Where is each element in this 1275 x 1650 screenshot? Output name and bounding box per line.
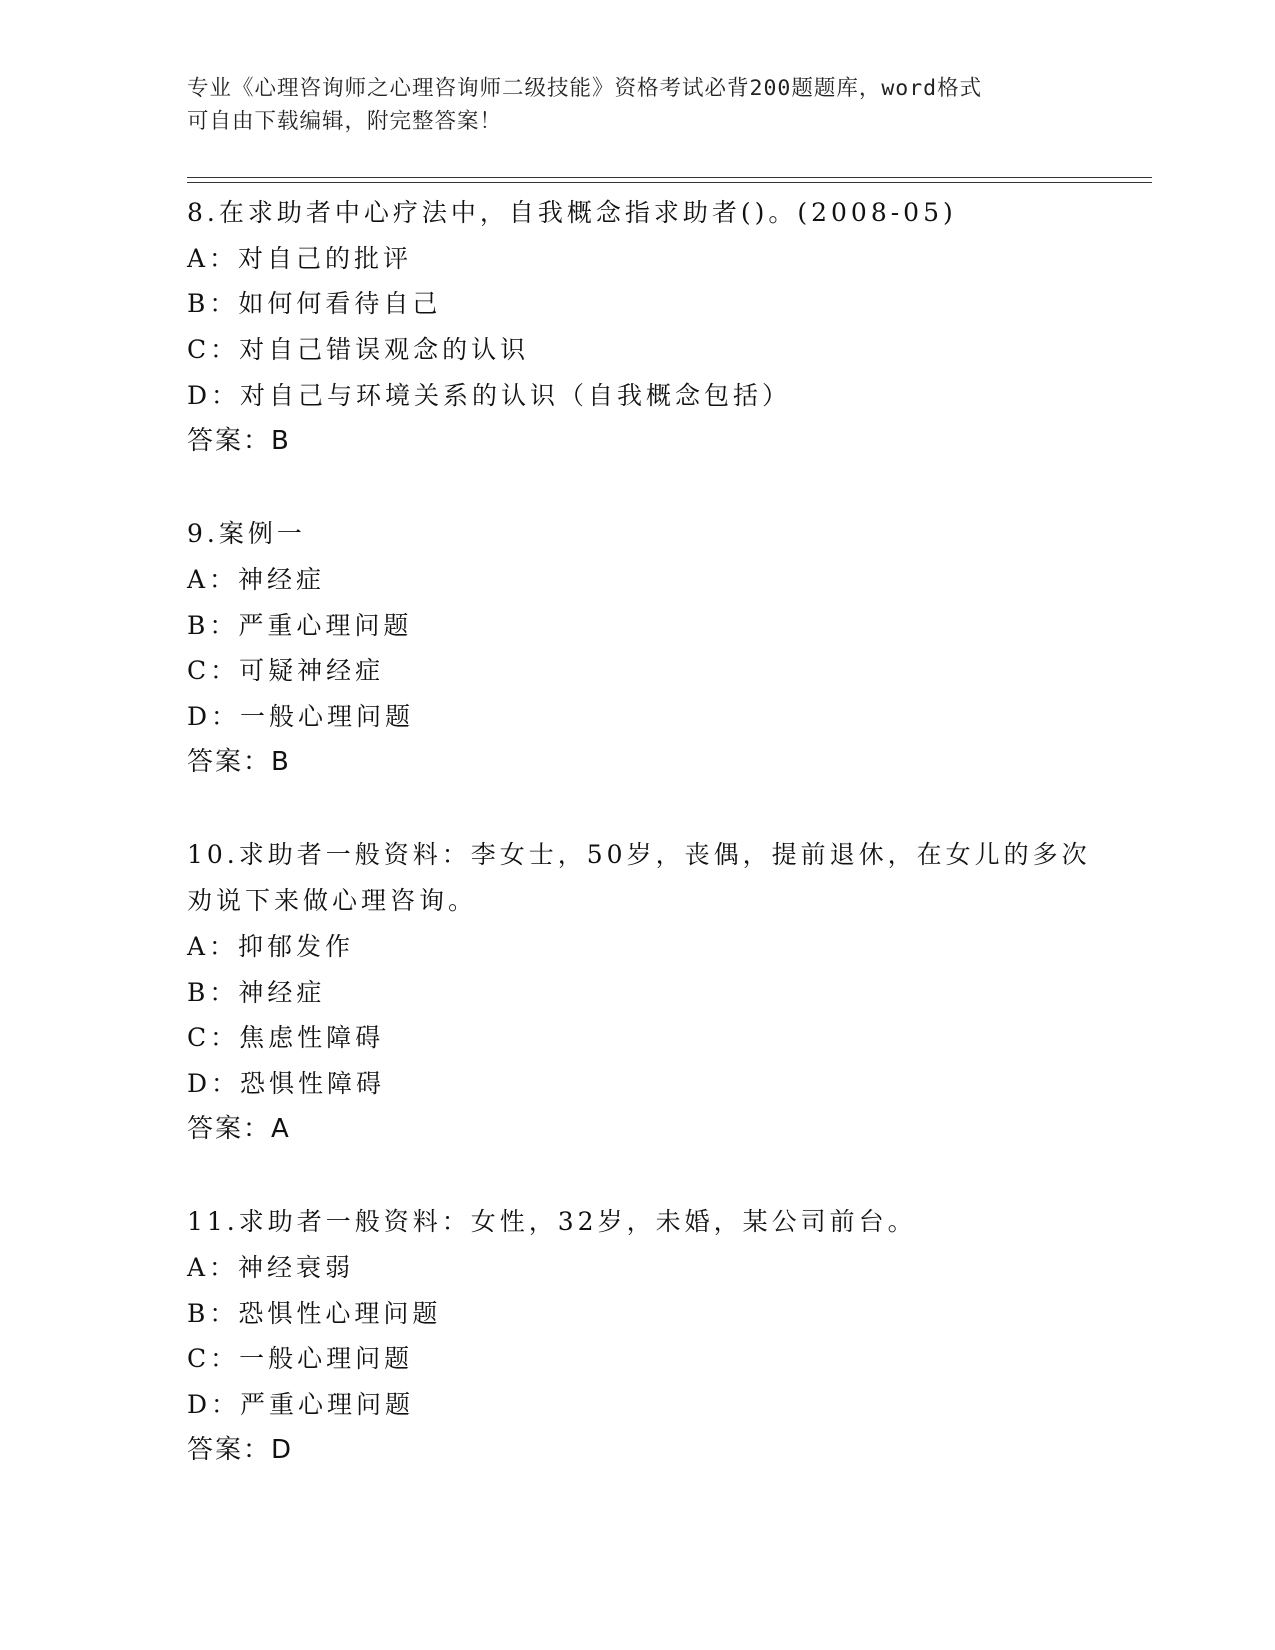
document-header (187, 72, 1087, 138)
option-d: D：恐惧性障碍 (187, 1068, 386, 1098)
option-c: C：一般心理问题 (187, 1344, 414, 1374)
option-b: B：如何何看待自己 (187, 289, 442, 319)
header-divider-top (187, 177, 1152, 178)
header-line-2: 可自由下载编辑，附完整答案！ (187, 109, 503, 134)
option-c: C：可疑神经症 (187, 656, 385, 686)
question-stem: 9.案例一 (187, 519, 306, 549)
answer-line: 答案：B (187, 425, 291, 456)
question-11 (187, 1199, 1107, 1473)
option-b: B：神经症 (187, 977, 326, 1007)
option-a: A：对自己的批评 (187, 243, 413, 273)
option-d: D：一般心理问题 (187, 702, 415, 732)
question-list (187, 190, 1107, 1474)
question-10 (187, 832, 1107, 1152)
option-a: A：抑郁发作 (187, 931, 355, 961)
option-a: A：神经症 (187, 564, 326, 594)
option-b: B：恐惧性心理问题 (187, 1298, 442, 1328)
answer-line: 答案：A (187, 1113, 291, 1144)
question-stem-continued: 劝说下来做心理咨询。 (187, 886, 478, 916)
option-d: D：严重心理问题 (187, 1390, 415, 1420)
question-8 (187, 190, 1107, 464)
question-stem: 8.在求助者中心疗法中，自我概念指求助者()。(2008-05) (187, 198, 957, 227)
question-stem: 11.求助者一般资料：女性，32岁，未婚，某公司前台。 (187, 1207, 917, 1237)
option-b: B：严重心理问题 (187, 610, 413, 640)
option-d: D：对自己与环境关系的认识（自我概念包括） (187, 380, 792, 410)
question-9 (187, 511, 1107, 785)
answer-line: 答案：D (187, 1434, 294, 1465)
header-line-1: 专业《心理咨询师之心理咨询师二级技能》资格考试必背200题题库，word格式 (187, 76, 983, 101)
option-c: C：焦虑性障碍 (187, 1023, 385, 1053)
header-divider-bottom (187, 182, 1152, 183)
option-c: C：对自己错误观念的认识 (187, 335, 530, 365)
option-a: A：神经衰弱 (187, 1253, 355, 1283)
answer-line: 答案：B (187, 746, 291, 777)
question-stem: 10.求助者一般资料：李女士，50岁，丧偶，提前退休，在女儿的多次 (187, 840, 1091, 870)
